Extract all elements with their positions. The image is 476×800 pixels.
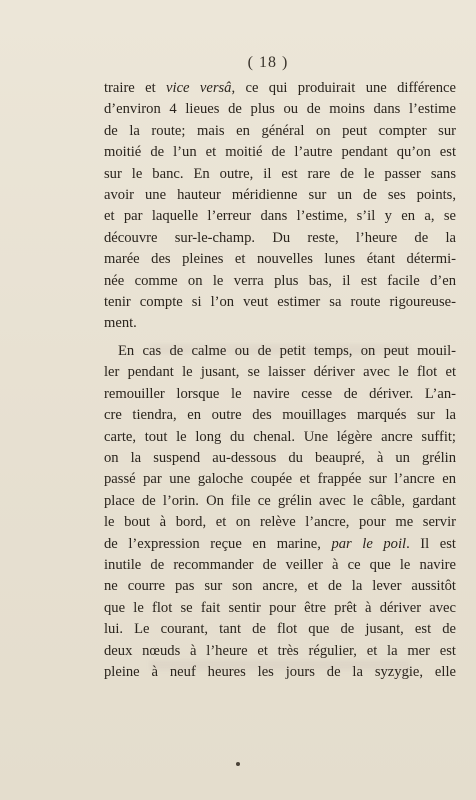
italic-phrase: vice versâ	[166, 80, 232, 96]
text-line: place de l’orin. On file ce grélin avec le câble, gardant	[104, 492, 456, 509]
text-line-end: , ce qui produirait une différence	[231, 80, 456, 96]
text-line: deux nœuds à l’heure et très régulier, et la mer est	[104, 642, 456, 659]
text-line: découvre sur-le-champ. Du reste, l’heure de la	[104, 229, 456, 246]
page-number: ( 18 )	[247, 54, 289, 71]
text-line: d’environ 4 lieues de plus ou de moins dans l’estime	[104, 101, 456, 118]
text-line-start: de l’expression reçue en marine,	[104, 535, 332, 552]
printer-dot	[236, 762, 240, 766]
text-line: avoir une hauteur méridienne sur un de ses points,	[104, 187, 456, 204]
text-line	[104, 534, 456, 555]
text-line: remouiller lorsque le navire cesse de dériver. L’an-	[104, 385, 456, 402]
text-line: ler pendant le jusant, se laisser dériver avec le flot et	[104, 364, 456, 381]
text-line: moitié de l’un et moitié de l’autre pendant qu’on est	[104, 144, 456, 161]
text-line: tenir compte si l’on veut estimer sa route rigoureuse-	[104, 294, 456, 311]
text-line: lui. Le courant, tant de flot que de jusant, est de	[104, 621, 456, 638]
text-line: carte, tout le long du chenal. Une légère ancre suffit;	[104, 428, 456, 445]
paragraph	[104, 78, 456, 335]
text-line: et par laquelle l’erreur dans l’estime, s’il y en a, se	[104, 208, 456, 225]
text-line: que le flot se fait sentir pour être prêt à dériver avec	[104, 599, 456, 616]
text-line: on la suspend au-dessous du beaupré, à un grélin	[104, 449, 456, 466]
paragraph	[104, 341, 456, 684]
text-line: cre tiendra, en outre des mouillages marqués sur la	[104, 407, 456, 424]
text-line: marée des pleines et nouvelles lunes étant détermi-	[104, 251, 456, 268]
text-line: ne courre pas sur son ancre, et de la lever aussitôt	[104, 578, 456, 595]
text-line: inutile de recommander de veiller à ce que le navire	[104, 556, 456, 573]
text-line-start: traire et	[104, 80, 167, 96]
italic-phrase: par le poil	[331, 535, 407, 552]
text-line: pleine à neuf heures les jours de la syzygie, elle	[104, 663, 456, 680]
text-line: née comme on le verra plus bas, il est facile d’en	[104, 272, 456, 289]
text-line: ment.	[104, 315, 137, 332]
body-text	[104, 78, 456, 683]
text-line-end: . Il est	[406, 535, 456, 552]
text-line: de la route; mais en général on peut compter sur	[104, 122, 456, 139]
text-line: sur le banc. En outre, il est rare de le passer sans	[104, 165, 456, 182]
text-line	[104, 78, 456, 99]
text-line: passé par une galoche coupée et frappée sur l’ancre en	[104, 471, 456, 488]
text-line: le bout à bord, et on relève l’ancre, pour me servir	[104, 514, 456, 531]
text-line: En cas de calme ou de petit temps, on peut mouil-	[118, 342, 456, 359]
